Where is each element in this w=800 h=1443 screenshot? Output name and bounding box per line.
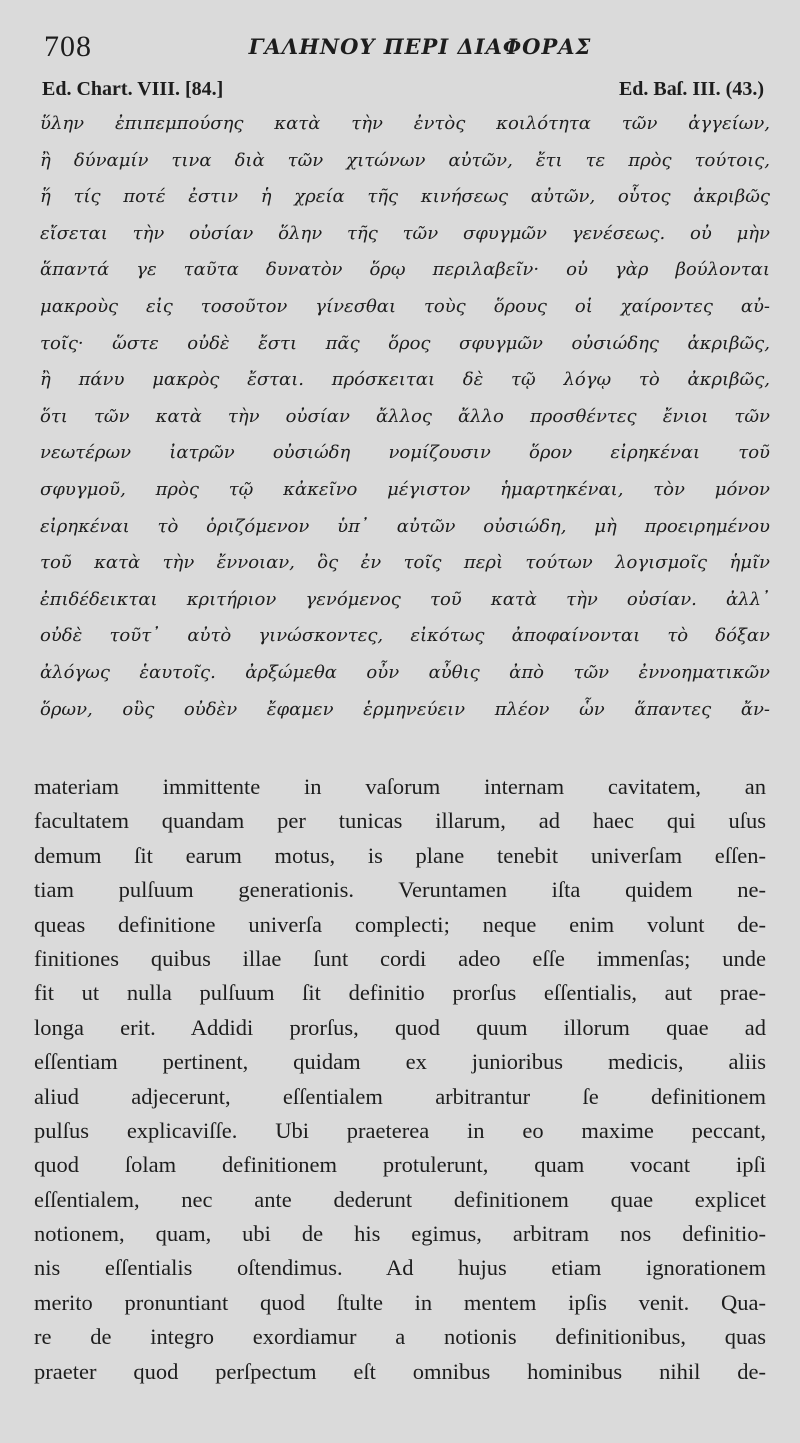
greek-line: σφυγμοῦ, πρὸς τῷ κἀκεῖνο μέγιστον ἡμαρτηκέναι, τὸν μόνον — [40, 478, 770, 500]
latin-line: demum ſit earum motus, is plane tenebit univerſam eſſen- — [34, 842, 766, 868]
latin-line: eſſentiam pertinent, quidam ex junioribus medicis, aliis — [34, 1049, 766, 1075]
latin-line: re de integro exordiamur a notionis definitionibus, quas — [34, 1324, 766, 1350]
greek-text-block — [40, 106, 770, 728]
running-title: ΓΑΛΗΝΟΥ ΠΕΡΙ ΔΙΑΦΟΡΑΣ — [248, 34, 592, 59]
greek-line: τοῦ κατὰ τὴν ἔννοιαν, ὃς ἐν τοῖς περὶ τούτων λογισμοῖς ἡμῖν — [40, 552, 770, 574]
latin-line: fit ut nulla pulſuum ſit definitio prorſus eſſentialis, aut prae- — [34, 980, 766, 1006]
greek-line: ἢ δύναμίν τινα διὰ τῶν χιτώνων αὐτῶν, ἔτι τε πρὸς τούτοις, — [40, 149, 770, 171]
latin-line: quod ſolam definitionem protulerunt, quam vocant ipſi — [34, 1152, 766, 1178]
greek-line: τοῖς· ὥστε οὐδὲ ἔστι πᾶς ὅρος σφυγμῶν οὐσιώδης ἀκριβῶς, — [40, 332, 770, 354]
greek-line: ἅπαντά γε ταῦτα δυνατὸν ὅρῳ περιλαβεῖν· οὐ γὰρ βούλονται — [40, 259, 770, 281]
greek-line: νεωτέρων ἰατρῶν οὐσιώδη νομίζουσιν ὅρον εἰρηκέναι τοῦ — [40, 442, 770, 464]
latin-line: materiam immittente in vaſorum internam cavitatem, an — [34, 774, 766, 799]
latin-line: tiam pulſuum generationis. Veruntamen iſta quidem ne- — [34, 877, 766, 903]
latin-line: praeter quod perſpectum eſt omnibus hominibus nihil de- — [34, 1358, 766, 1384]
latin-line: nis eſſentialis oſtendimus. Ad hujus etiam ignorationem — [34, 1255, 766, 1281]
greek-line: ἢ πάνυ μακρὸς ἔσται. πρόσκειται δὲ τῷ λόγῳ τὸ ἀκριβῶς, — [40, 369, 770, 391]
latin-line: queas definitione univerſa complecti; neque enim volunt de- — [34, 911, 766, 937]
greek-line: ὅρων, οὓς οὐδὲν ἔφαμεν ἑρμηνεύειν πλέον ὧν ἅπαντες ἄν- — [40, 698, 770, 720]
edition-reference-left: Ed. Chart. VIII. [84.] — [42, 78, 224, 100]
latin-line: notionem, quam, ubi de his egimus, arbitram nos definitio- — [34, 1221, 766, 1247]
latin-line: finitiones quibus illae ſunt cordi adeo eſſe immenſas; unde — [34, 945, 766, 971]
greek-line: εἴσεται τὴν οὐσίαν ὅλην τῆς τῶν σφυγμῶν γενέσεως. οὐ μὴν — [40, 222, 770, 244]
greek-line: εἰρηκέναι τὸ ὁριζόμενον ὑπ᾽ αὐτῶν οὐσιώδη, μὴ προειρημένου — [40, 515, 770, 537]
greek-line: ἥ τίς ποτέ ἐστιν ἡ χρεία τῆς κινήσεως αὐτῶν, οὗτος ἀκριβῶς — [40, 186, 770, 208]
greek-line: ἀλόγως ἑαυτοῖς. ἀρξώμεθα οὖν αὖθις ἀπὸ τῶν ἐννοηματικῶν — [40, 661, 770, 683]
greek-line: οὐδὲ τοῦτ᾽ αὐτὸ γινώσκοντες, εἰκότως ἀποφαίνονται τὸ δόξαν — [40, 625, 770, 647]
greek-line: ὕλην ἐπιπεμπούσης κατὰ τὴν ἐντὸς κοιλότητα τῶν ἀγγείων, — [40, 113, 770, 134]
latin-line: pulſus explicaviſſe. Ubi praeterea in eo maxime peccant, — [34, 1117, 766, 1143]
greek-line: ὅτι τῶν κατὰ τὴν οὐσίαν ἄλλος ἄλλο προσθέντες ἔνιοι τῶν — [40, 405, 770, 427]
greek-line: μακροὺς εἰς τοσοῦτον γίνεσθαι τοὺς ὅρους οἱ χαίροντες αὐ- — [40, 295, 770, 317]
latin-line: facultatem quandam per tunicas illarum, ad haec qui uſus — [34, 808, 766, 834]
latin-line: eſſentialem, nec ante dederunt definitionem quae explicet — [34, 1186, 766, 1212]
page-number: 708 — [44, 30, 92, 63]
greek-line: ἐπιδέδεικται κριτήριον γενόμενος τοῦ κατὰ τὴν οὐσίαν. ἀλλ᾽ — [40, 588, 770, 610]
latin-line: aliud adjecerunt, eſſentialem arbitrantur ſe definitionem — [34, 1083, 766, 1109]
edition-reference-right: Ed. Baſ. III. (43.) — [618, 78, 764, 100]
latin-line: merito pronuntiant quod ſtulte in mentem ipſis venit. Qua- — [34, 1289, 766, 1315]
latin-line: longa erit. Addidi prorſus, quod quum illorum quae ad — [34, 1014, 766, 1040]
latin-text-block — [34, 770, 766, 1389]
